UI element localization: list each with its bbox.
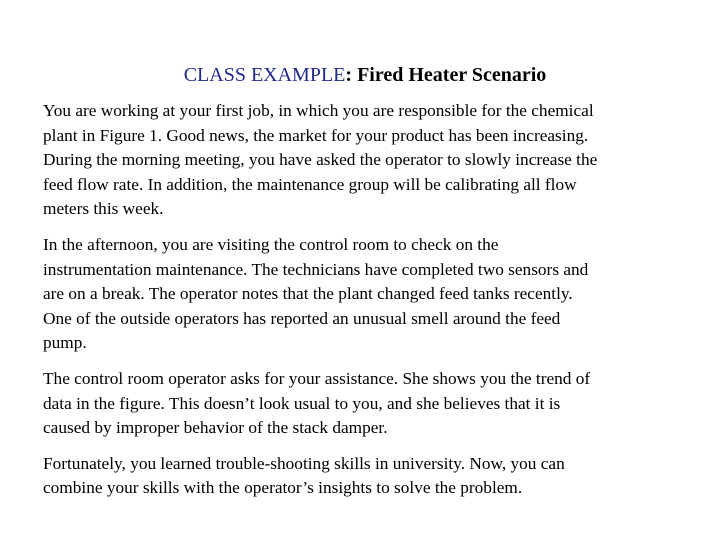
paragraph-line: plant in Figure 1. Good news, the market for your product has been increasing. xyxy=(43,125,589,145)
paragraph-line: are on a break. The operator notes that the plant changed feed tanks recently. xyxy=(43,284,573,304)
paragraph-line: combine your skills with the operator’s insights to solve the problem. xyxy=(43,478,523,498)
slide-title xyxy=(0,62,720,88)
paragraph-1 xyxy=(43,99,693,222)
title-prefix: CLASS EXAMPLE xyxy=(183,64,346,86)
paragraph-line: The control room operator asks for your assistance. She shows you the trend of xyxy=(43,368,591,388)
paragraph-3 xyxy=(43,367,693,441)
paragraph-line: During the morning meeting, you have asked the operator to slowly increase the xyxy=(43,150,598,170)
paragraph-4 xyxy=(43,452,693,501)
slide-body xyxy=(43,99,693,512)
paragraph-line: Fortunately, you learned trouble-shooting skills in university. Now, you can xyxy=(43,453,565,473)
paragraph-line: One of the outside operators has reported an unusual smell around the feed xyxy=(43,308,561,328)
paragraph-line: pump. xyxy=(43,333,87,353)
paragraph-line: caused by improper behavior of the stack damper. xyxy=(43,418,388,438)
title-rest: Fired Heater Scenario xyxy=(352,64,547,86)
paragraph-line: You are working at your first job, in which you are responsible for the chemical xyxy=(43,101,594,120)
paragraph-line: In the afternoon, you are visiting the control room to check on the xyxy=(43,234,499,254)
paragraph-line: data in the figure. This doesn’t look usual to you, and she believes that it is xyxy=(43,393,561,413)
title-colon: : xyxy=(345,64,353,86)
paragraph-line: feed flow rate. In addition, the maintenance group will be calibrating all flow xyxy=(43,174,577,194)
paragraph-2 xyxy=(43,233,693,356)
paragraph-line: instrumentation maintenance. The technicians have completed two sensors and xyxy=(43,259,589,279)
paragraph-line: meters this week. xyxy=(43,199,164,219)
